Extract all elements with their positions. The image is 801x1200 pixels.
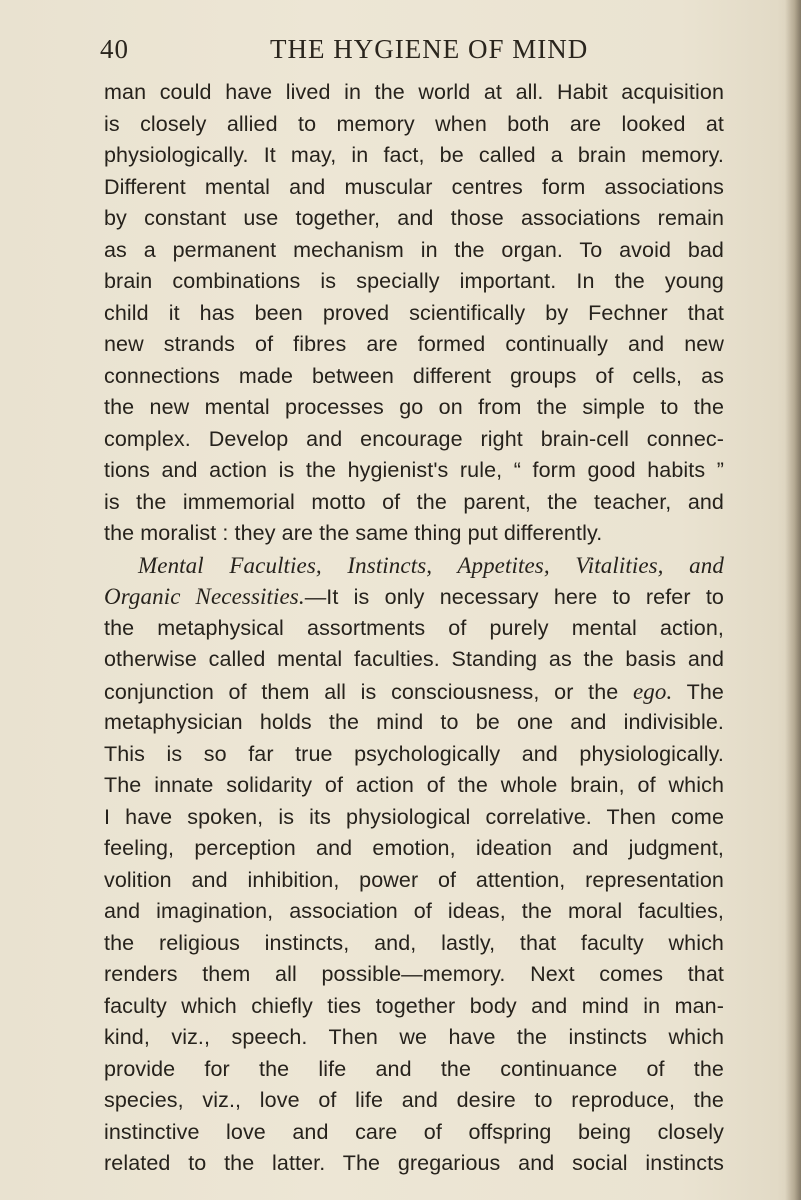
text-line: species, viz., love of life and desire to reproduce, the <box>104 1088 724 1112</box>
text-line: and imagination, association of ideas, the moral faculties, <box>104 899 724 923</box>
text-line: the moralist : they are the same thing put differently. <box>104 521 603 545</box>
text-line: related to the latter. The gregarious and social instincts <box>104 1151 724 1175</box>
section-lead-text: —It is only necessary here to refer to <box>304 585 724 609</box>
page-edge-shadow <box>785 0 801 1200</box>
text-line: child it has been proved scientifically by Fechner that <box>104 300 724 325</box>
text-line: volition and inhibition, power of attention, representation <box>104 867 724 892</box>
text-line: The innate solidarity of action of the whole brain, of which <box>104 773 724 797</box>
text-line: as a permanent mechanism in the organ. To avoid bad <box>104 237 724 262</box>
section-heading-tail: Organic Necessities. <box>104 584 305 609</box>
text-line: otherwise called mental faculties. Standing as the basis and <box>104 647 724 671</box>
text-line: is closely allied to memory when both are looked at <box>104 111 724 136</box>
body-text <box>104 77 724 1180</box>
text-line: the religious instincts, and, lastly, that faculty which <box>104 930 724 955</box>
text-line: feeling, perception and emotion, ideation and judgment, <box>104 836 724 860</box>
text-line: instinctive love and care of offspring being closely <box>104 1119 724 1144</box>
text-line: Different mental and muscular centres form associations <box>104 174 724 199</box>
text-line: brain combinations is specially important. In the young <box>104 269 724 293</box>
text-fragment: The <box>686 679 724 704</box>
text-line: metaphysician holds the mind to be one and indivisible. <box>104 710 724 734</box>
running-title: THE HYGIENE OF MIND <box>270 34 589 64</box>
text-line: new strands of fibres are formed continually and new <box>104 332 724 356</box>
text-line: the metaphysical assortments of purely mental action, <box>104 615 724 640</box>
text-line: faculty which chiefly ties together body and mind in man- <box>104 993 724 1018</box>
section-heading-line <box>104 550 724 582</box>
text-line: connections made between different groups of cells, as <box>104 363 724 388</box>
text-line: man could have lived in the world at all. Habit acquisition <box>104 80 724 104</box>
text-line-with-italic <box>104 676 724 708</box>
text-line: I have spoken, is its physiological correlative. Then come <box>104 804 724 829</box>
text-line: is the immemorial motto of the parent, the teacher, and <box>104 489 724 514</box>
text-line: physiologically. It may, in fact, be called a brain memory. <box>104 143 724 167</box>
text-line: by constant use together, and those associations remain <box>104 206 724 230</box>
page-header <box>100 30 725 70</box>
text-line: renders them all possible—memory. Next comes that <box>104 962 724 986</box>
text-line: the new mental processes go on from the simple to the <box>104 395 724 419</box>
text-line: complex. Develop and encourage right brain-cell connec- <box>104 426 724 451</box>
section-heading-continued <box>104 581 724 613</box>
text-line: provide for the life and the continuance of the <box>104 1056 724 1081</box>
text-line: kind, viz., speech. Then we have the instincts which <box>104 1025 724 1049</box>
section-heading: Mental Faculties, Instincts, Appetites, Vitalities, and <box>138 552 724 578</box>
text-line: tions and action is the hygienist's rule, “ form good habits ” <box>104 458 724 482</box>
italic-word-ego: ego. <box>633 678 673 704</box>
page-number: 40 <box>100 34 129 64</box>
text-fragment: conjunction of them all is consciousness, or the <box>104 679 619 704</box>
text-line: This is so far true psychologically and physiologically. <box>104 741 724 766</box>
